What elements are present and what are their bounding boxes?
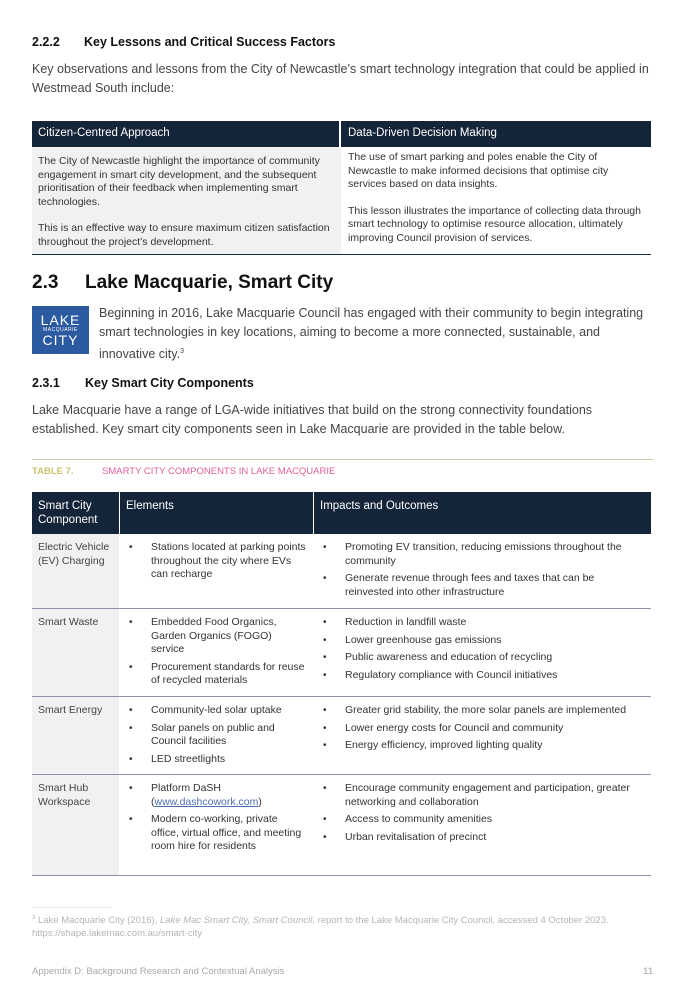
list-item: • LED streetlights	[127, 753, 307, 767]
section-2-2-2-intro: Key observations and lessons from the City of Newcastle’s smart technology integration that could be applied in Westmead South include:	[32, 62, 649, 95]
impacts-cell	[313, 775, 651, 875]
lessons-citizen-p1: The City of Newcastle highlight the importance of community engagement in smart city development, and the subsequent prioritisation of their feedback when implementing smart technologies.	[38, 155, 320, 208]
page-number: 11	[642, 966, 653, 977]
header-component: Smart City Component	[38, 500, 98, 526]
table-7-caption	[32, 466, 335, 477]
footnote-text-before: Lake Macquarie City (2016),	[37, 915, 160, 927]
section-number: 2.3	[32, 272, 59, 293]
lessons-data-p2: This lesson illustrates the importance of collecting data through smart technology to optimise resource allocation, ultimately improving Council provision of services.	[348, 204, 641, 244]
section-heading-2-3-1	[32, 376, 254, 390]
table-row	[32, 609, 651, 697]
lessons-header-citizen: Citizen-Centred Approach	[32, 121, 341, 147]
page-footer	[32, 966, 653, 977]
footnote	[32, 912, 652, 940]
list-item: • Stations located at parking points throughout the city where EVs can recharge	[127, 541, 307, 582]
lessons-data-p1: The use of smart parking and poles enable the City of Newcastle to make informed decisions that optimise city services based on data insights.	[348, 151, 609, 190]
footnote-divider	[32, 907, 112, 908]
table-row	[32, 534, 651, 609]
table-title: SMARTY CITY COMPONENTS IN LAKE MACQUARIE	[102, 466, 336, 477]
list-item: • Promoting EV transition, reducing emissions throughout the community	[321, 541, 645, 568]
section-2-3-1-intro: Lake Macquarie have a range of LGA-wide initiatives that build on the strong connectivity foundations established. Key smart city components seen in Lake Macquarie are provided in the table below.	[32, 403, 593, 436]
impacts-cell	[313, 609, 651, 696]
logo-line-2: MACQUARIE	[43, 327, 78, 333]
dashcowork-link[interactable]: www.dashcowork.com	[154, 795, 259, 808]
section-heading-2-3	[32, 272, 333, 294]
list-item: • Public awareness and education of recycling	[321, 651, 645, 665]
section-number: 2.3.1	[32, 376, 60, 390]
lessons-cell-data	[341, 147, 651, 254]
elements-cell	[119, 609, 313, 696]
list-item: • Encourage community engagement and participation, greater networking and collaboration	[321, 782, 645, 809]
lessons-citizen-p2: This is an effective way to ensure maximum citizen satisfaction throughout the project’s development.	[38, 222, 330, 248]
dash-prefix: Platform DaSH (	[151, 782, 222, 808]
section-2-3-intro	[99, 304, 654, 364]
components-table-header	[32, 492, 651, 534]
section-2-3-intro-text: Beginning in 2016, Lake Macquarie Council has engaged with their community to begin integrating smart technologies in key locations, aiming to become a more connected, sustainable, and innovative city.	[99, 306, 644, 362]
table-row	[32, 775, 651, 876]
component-cell: Smart Hub Workspace	[32, 775, 119, 875]
logo-line-1: LAKE	[40, 312, 81, 328]
section-title: Lake Macquarie, Smart City	[85, 272, 334, 293]
footnote-reference[interactable]: 3	[180, 348, 184, 355]
elements-cell	[119, 534, 313, 608]
lessons-table-header	[32, 121, 651, 147]
lessons-table	[32, 121, 651, 255]
list-item: • Lower greenhouse gas emissions	[321, 634, 645, 648]
header-elements: Elements	[119, 492, 313, 534]
footnote-title: Lake Mac Smart City, Smart Council	[159, 915, 313, 927]
smart-city-components-table	[32, 492, 651, 876]
list-item: • Modern co-working, private office, virtual office, and meeting room hire for residents	[127, 813, 307, 854]
component-cell: Smart Waste	[32, 609, 119, 696]
section-number: 2.2.2	[32, 35, 60, 49]
list-item: • Energy efficiency, improved lighting quality	[321, 739, 645, 753]
list-item: • Procurement standards for reuse of recycled materials	[127, 661, 307, 688]
table-number: TABLE 7.	[32, 466, 74, 477]
table-row	[32, 697, 651, 775]
footnote-text-after: , report to the Lake Macquarie City Council, accessed 4 October 2023. https://shape.lakemac.com.au/smart-city	[32, 915, 609, 940]
section-heading-2-2-2	[32, 35, 336, 49]
list-item: • Access to community amenities	[321, 813, 645, 827]
list-item: • Lower energy costs for Council and community	[321, 722, 645, 736]
lessons-cell-citizen	[32, 147, 341, 254]
lessons-table-body	[32, 147, 651, 254]
impacts-cell	[313, 697, 651, 774]
list-item: • Generate revenue through fees and taxes that can be reinvested into other infrastructure	[321, 572, 645, 599]
list-item: • Community-led solar uptake	[127, 704, 307, 718]
footnote-number: 3	[32, 915, 36, 921]
list-item: • Greater grid stability, the more solar panels are implemented	[321, 704, 645, 718]
list-item: • Embedded Food Organics, Garden Organics (FOGO) service	[127, 616, 307, 657]
list-item: • Reduction in landfill waste	[321, 616, 645, 630]
elements-cell	[119, 775, 313, 875]
elements-cell	[119, 697, 313, 774]
lake-macquarie-city-logo	[32, 306, 89, 354]
footer-label: Appendix D: Background Research and Contextual Analysis	[32, 966, 285, 977]
list-item	[127, 782, 307, 809]
list-item: • Urban revitalisation of precinct	[321, 831, 645, 845]
list-item: • Solar panels on public and Council facilities	[127, 722, 307, 749]
logo-line-3: CITY	[42, 332, 79, 348]
component-cell: Smart Energy	[32, 697, 119, 774]
lessons-header-data: Data-Driven Decision Making	[341, 121, 651, 147]
component-cell: Electric Vehicle (EV) Charging	[32, 534, 119, 608]
impacts-cell	[313, 534, 651, 608]
header-impacts: Impacts and Outcomes	[313, 492, 651, 534]
section-title: Key Lessons and Critical Success Factors	[84, 35, 336, 49]
table-caption-rule	[32, 459, 653, 460]
section-title: Key Smart City Components	[85, 376, 254, 390]
list-item: • Regulatory compliance with Council initiatives	[321, 669, 645, 683]
dash-suffix: )	[258, 795, 262, 808]
